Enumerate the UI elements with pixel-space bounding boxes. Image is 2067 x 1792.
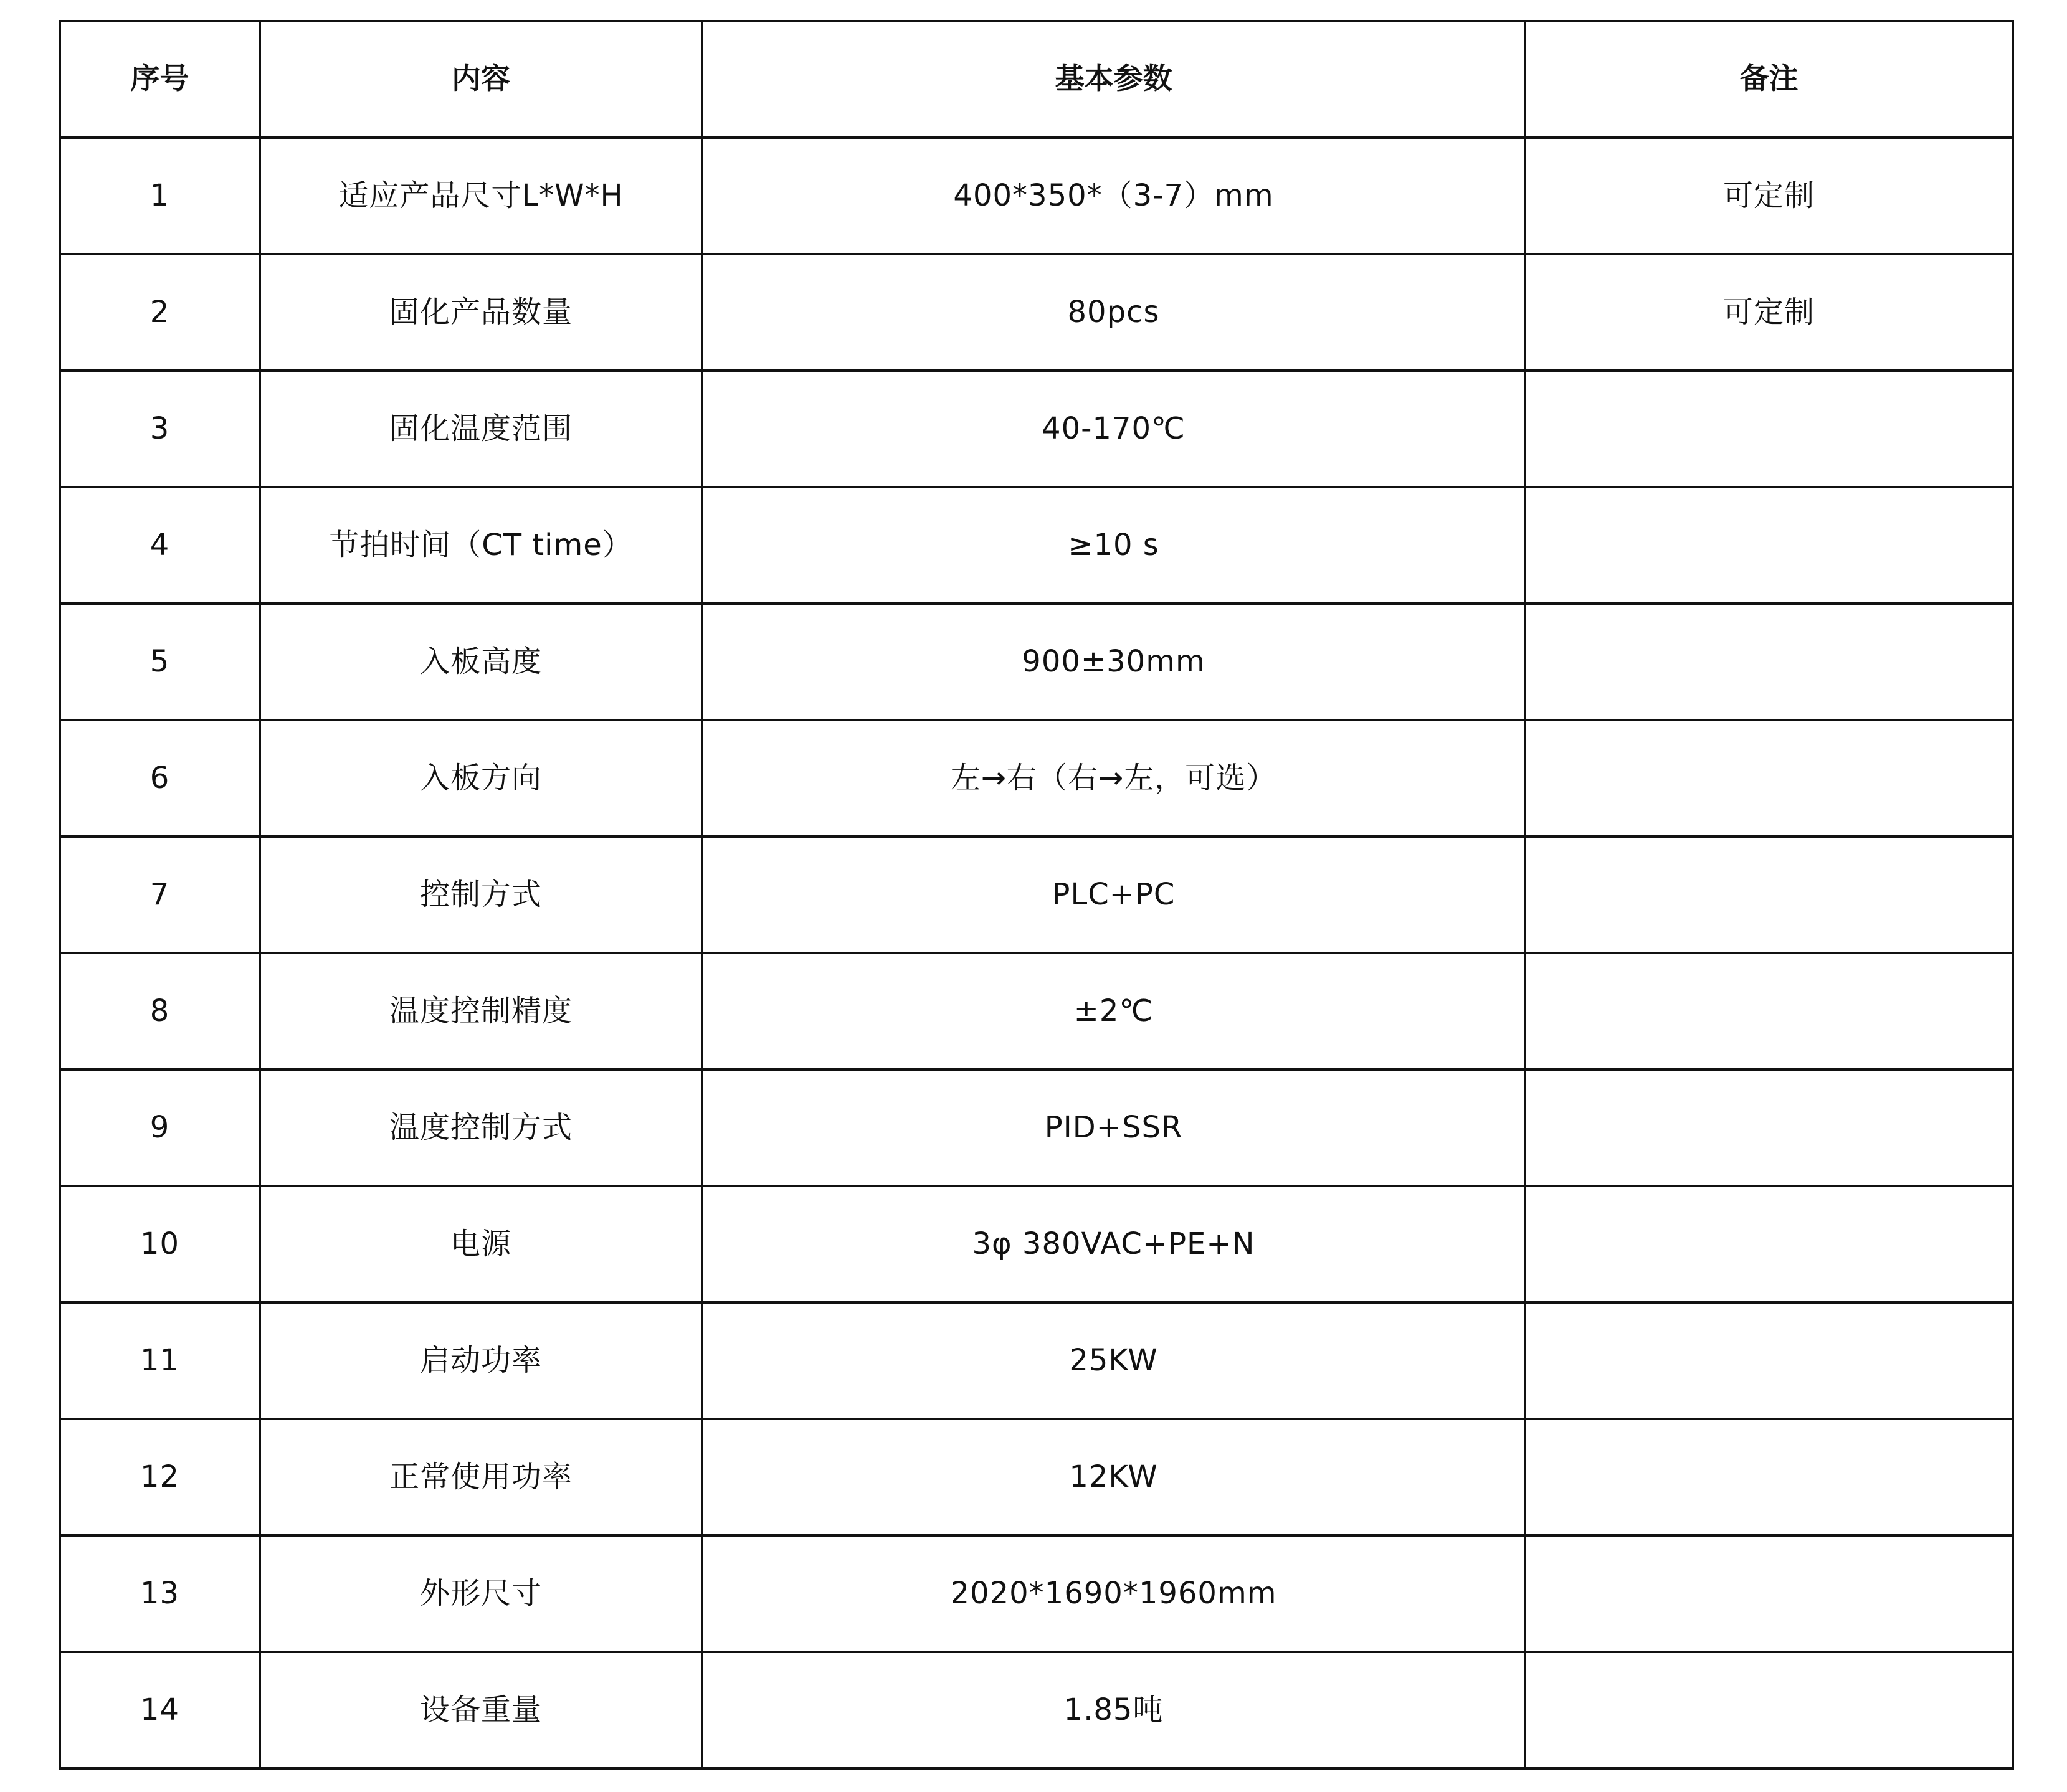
row-number-cell: 7	[60, 837, 260, 953]
row-number-cell: 14	[60, 1652, 260, 1768]
spec-table	[59, 20, 2014, 1770]
table-row	[60, 1302, 2013, 1419]
item-cell: 入板方向	[260, 720, 702, 837]
parameter-cell: PLC+PC	[702, 837, 1525, 953]
table-row	[60, 1652, 2013, 1768]
remark-cell	[1525, 371, 2013, 487]
parameter-cell: 2020*1690*1960mm	[702, 1535, 1525, 1652]
item-cell: 正常使用功率	[260, 1419, 702, 1535]
remark-cell	[1525, 604, 2013, 720]
item-cell: 温度控制方式	[260, 1069, 702, 1186]
row-number-cell: 13	[60, 1535, 260, 1652]
parameter-cell: 3φ 380VAC+PE+N	[702, 1186, 1525, 1302]
remark-cell	[1525, 1302, 2013, 1419]
item-cell: 节拍时间（CT time）	[260, 487, 702, 604]
remark-cell	[1525, 487, 2013, 604]
table-body	[60, 138, 2013, 1768]
parameter-cell: 80pcs	[702, 254, 1525, 371]
item-cell: 温度控制精度	[260, 953, 702, 1069]
item-cell: 控制方式	[260, 837, 702, 953]
table-row	[60, 837, 2013, 953]
header-remarks: 备注	[1525, 21, 2013, 138]
header-number: 序号	[60, 21, 260, 138]
table-row	[60, 1069, 2013, 1186]
table-row	[60, 604, 2013, 720]
table-row	[60, 371, 2013, 487]
remark-cell	[1525, 1186, 2013, 1302]
parameter-cell: 400*350*（3-7）mm	[702, 138, 1525, 254]
remark-cell	[1525, 1652, 2013, 1768]
header-parameters: 基本参数	[702, 21, 1525, 138]
item-cell: 外形尺寸	[260, 1535, 702, 1652]
table-row	[60, 1186, 2013, 1302]
header-content: 内容	[260, 21, 702, 138]
row-number-cell: 6	[60, 720, 260, 837]
table-row	[60, 720, 2013, 837]
parameter-cell: 左→右（右→左，可选）	[702, 720, 1525, 837]
remark-cell: 可定制	[1525, 138, 2013, 254]
item-cell: 适应产品尺寸L*W*H	[260, 138, 702, 254]
remark-cell	[1525, 1535, 2013, 1652]
item-cell: 固化产品数量	[260, 254, 702, 371]
table-row	[60, 953, 2013, 1069]
item-cell: 启动功率	[260, 1302, 702, 1419]
header-row	[60, 21, 2013, 138]
row-number-cell: 3	[60, 371, 260, 487]
row-number-cell: 8	[60, 953, 260, 1069]
table-row	[60, 138, 2013, 254]
row-number-cell: 11	[60, 1302, 260, 1419]
parameter-cell: 12KW	[702, 1419, 1525, 1535]
row-number-cell: 1	[60, 138, 260, 254]
parameter-cell: ≥10 s	[702, 487, 1525, 604]
table-header	[60, 21, 2013, 138]
row-number-cell: 10	[60, 1186, 260, 1302]
table-row	[60, 254, 2013, 371]
item-cell: 入板高度	[260, 604, 702, 720]
remark-cell	[1525, 953, 2013, 1069]
remark-cell: 可定制	[1525, 254, 2013, 371]
parameter-cell: 900±30mm	[702, 604, 1525, 720]
parameter-cell: ±2℃	[702, 953, 1525, 1069]
row-number-cell: 9	[60, 1069, 260, 1186]
row-number-cell: 5	[60, 604, 260, 720]
table-row	[60, 1419, 2013, 1535]
remark-cell	[1525, 837, 2013, 953]
parameter-cell: 40-170℃	[702, 371, 1525, 487]
table-row	[60, 487, 2013, 604]
item-cell: 设备重量	[260, 1652, 702, 1768]
parameter-cell: PID+SSR	[702, 1069, 1525, 1186]
parameter-cell: 1.85吨	[702, 1652, 1525, 1768]
item-cell: 电源	[260, 1186, 702, 1302]
remark-cell	[1525, 720, 2013, 837]
parameter-cell: 25KW	[702, 1302, 1525, 1419]
remark-cell	[1525, 1419, 2013, 1535]
row-number-cell: 2	[60, 254, 260, 371]
row-number-cell: 4	[60, 487, 260, 604]
table-row	[60, 1535, 2013, 1652]
item-cell: 固化温度范围	[260, 371, 702, 487]
row-number-cell: 12	[60, 1419, 260, 1535]
remark-cell	[1525, 1069, 2013, 1186]
